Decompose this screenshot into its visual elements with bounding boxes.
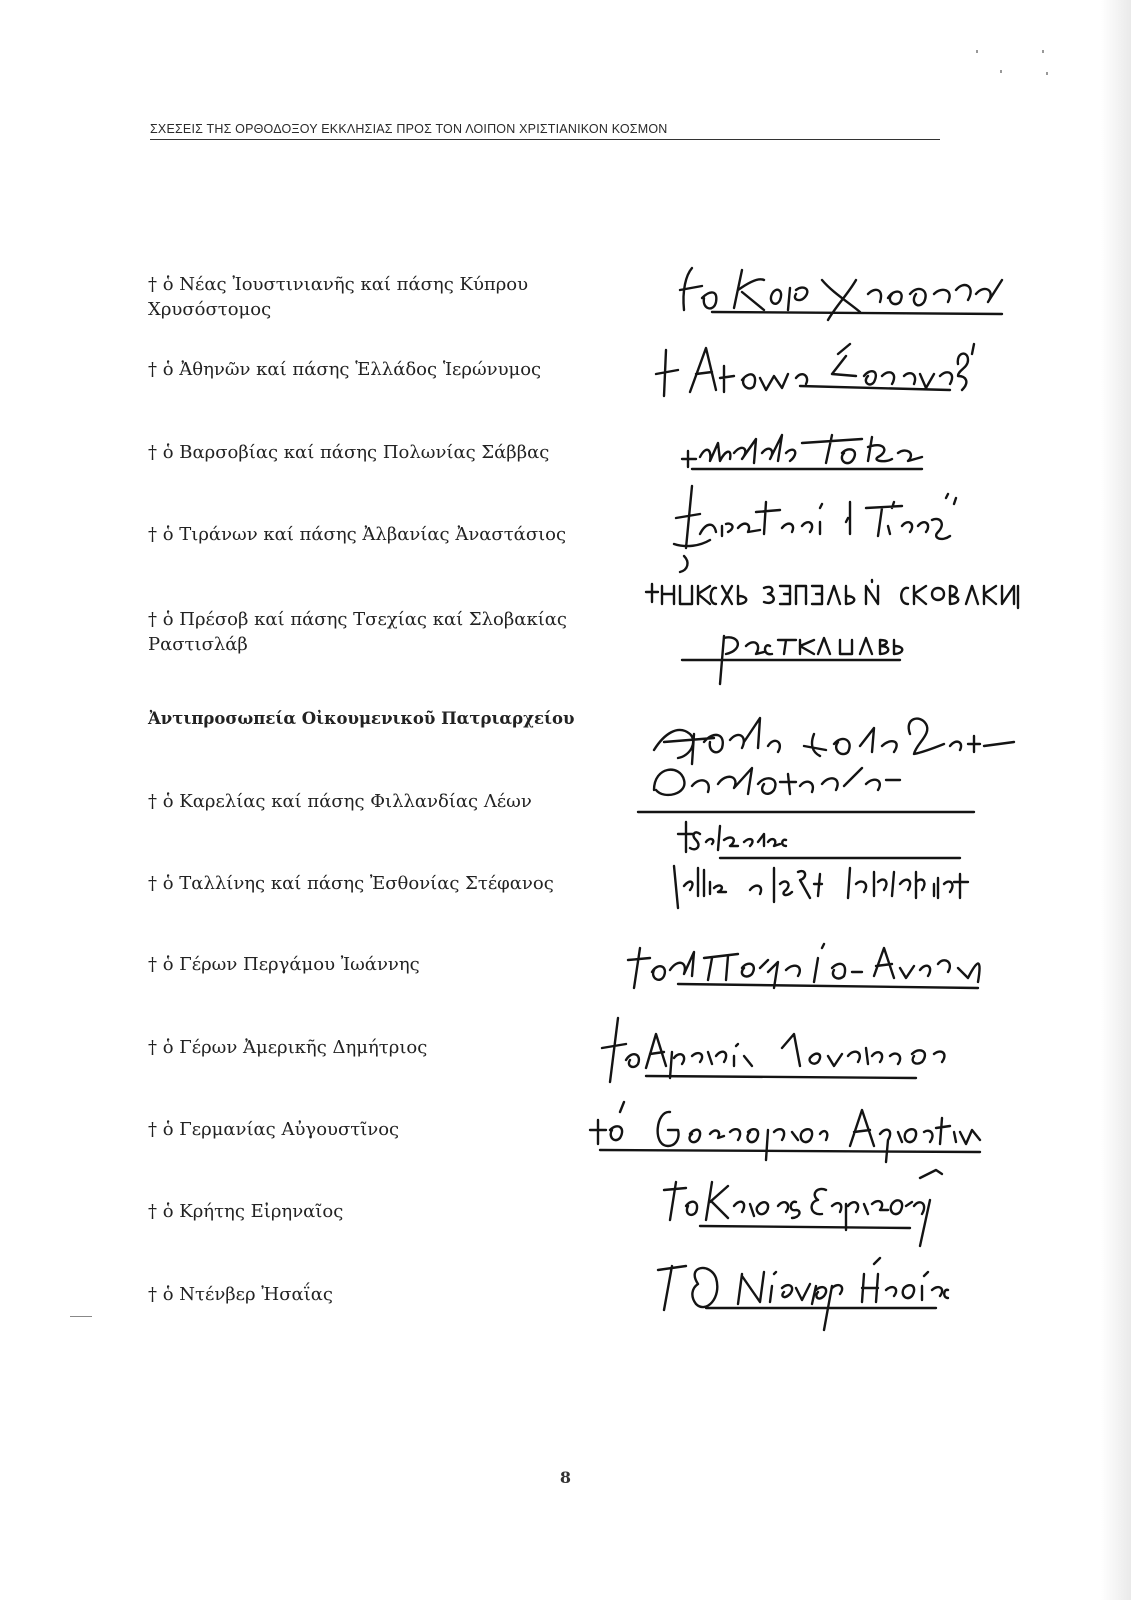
page-number: 8 bbox=[559, 1468, 572, 1487]
entry-pergamon: † ὁ Γέρων Περγάμου Ἰωάννης bbox=[148, 954, 420, 975]
entry-tirana: † ὁ Τιράνων καί πάσης Ἀλβανίας Ἀναστάσιος bbox=[148, 524, 567, 545]
entry-tallinn: † ὁ Ταλλίνης καί πάσης Ἐσθονίας Στέφανος bbox=[148, 873, 554, 894]
entry-athens: † ὁ Ἀθηνῶν καί πάσης Ἑλλάδος Ἱερώνυμος bbox=[148, 359, 542, 380]
header-rule bbox=[150, 139, 940, 140]
scan-speck bbox=[1000, 70, 1002, 73]
entry-warsaw: † ὁ Βαρσοβίας καί πάσης Πολωνίας Σάββας bbox=[148, 442, 550, 463]
signature-pergamon bbox=[618, 918, 998, 1008]
scan-speck bbox=[1046, 72, 1048, 75]
entry-crete: † ὁ Κρήτης Εἰρηναῖος bbox=[148, 1201, 344, 1222]
signature-america bbox=[596, 1004, 996, 1094]
entry-america: † ὁ Γέρων Ἀμερικῆς Δημήτριος bbox=[148, 1037, 428, 1058]
entry-karelia: † ὁ Καρελίας καί πάσης Φιλλανδίας Λέων bbox=[148, 791, 532, 812]
entry-cyprus: † ὁ Νέας Ἰουστινιανῆς καί πάσης Κύπρου Χρυσόστομος bbox=[148, 274, 529, 320]
signature-warsaw bbox=[672, 413, 942, 473]
scan-speck bbox=[976, 50, 978, 53]
signature-presov bbox=[680, 616, 920, 686]
entry-germany: † ὁ Γερμανίας Αὐγουστῖνος bbox=[148, 1119, 400, 1140]
scan-edge-shadow bbox=[1101, 0, 1131, 1600]
entry-presov: † ὁ Πρέσοβ καί πάσης Τσεχίας καί Σλοβακίας Ραστισλάβ bbox=[148, 609, 567, 655]
signature-athens bbox=[650, 330, 990, 400]
signature-presov-caption bbox=[640, 578, 1030, 612]
margin-mark bbox=[70, 1316, 92, 1317]
signature-denver bbox=[646, 1244, 956, 1334]
scan-speck bbox=[1042, 50, 1044, 53]
signature-tallinn bbox=[660, 812, 1000, 922]
signature-germany bbox=[580, 1090, 1000, 1170]
entry-denver: † ὁ Ντένβερ Ἠσαΐας bbox=[148, 1284, 333, 1305]
signature-cyprus bbox=[672, 250, 1022, 330]
running-header-text: ΣΧΕΣΕΙΣ ΤΗΣ ΟΡΘΟΔΟΞΟΥ ΕΚΚΛΗΣΙΑΣ ΠΡΟΣ ΤΟΝ ΛΟΙΠΟΝ ΧΡΙΣΤΙΑΝΙΚΟΝ ΚΟΣΜΟΝ bbox=[150, 122, 668, 136]
signature-crete bbox=[650, 1160, 990, 1250]
entry-ecumenical-delegation: Ἀντιπροσωπεία Οἰκουμενικοῦ Πατριαρχείου bbox=[148, 709, 575, 728]
running-header bbox=[150, 122, 940, 140]
signature-tirana bbox=[670, 478, 970, 588]
